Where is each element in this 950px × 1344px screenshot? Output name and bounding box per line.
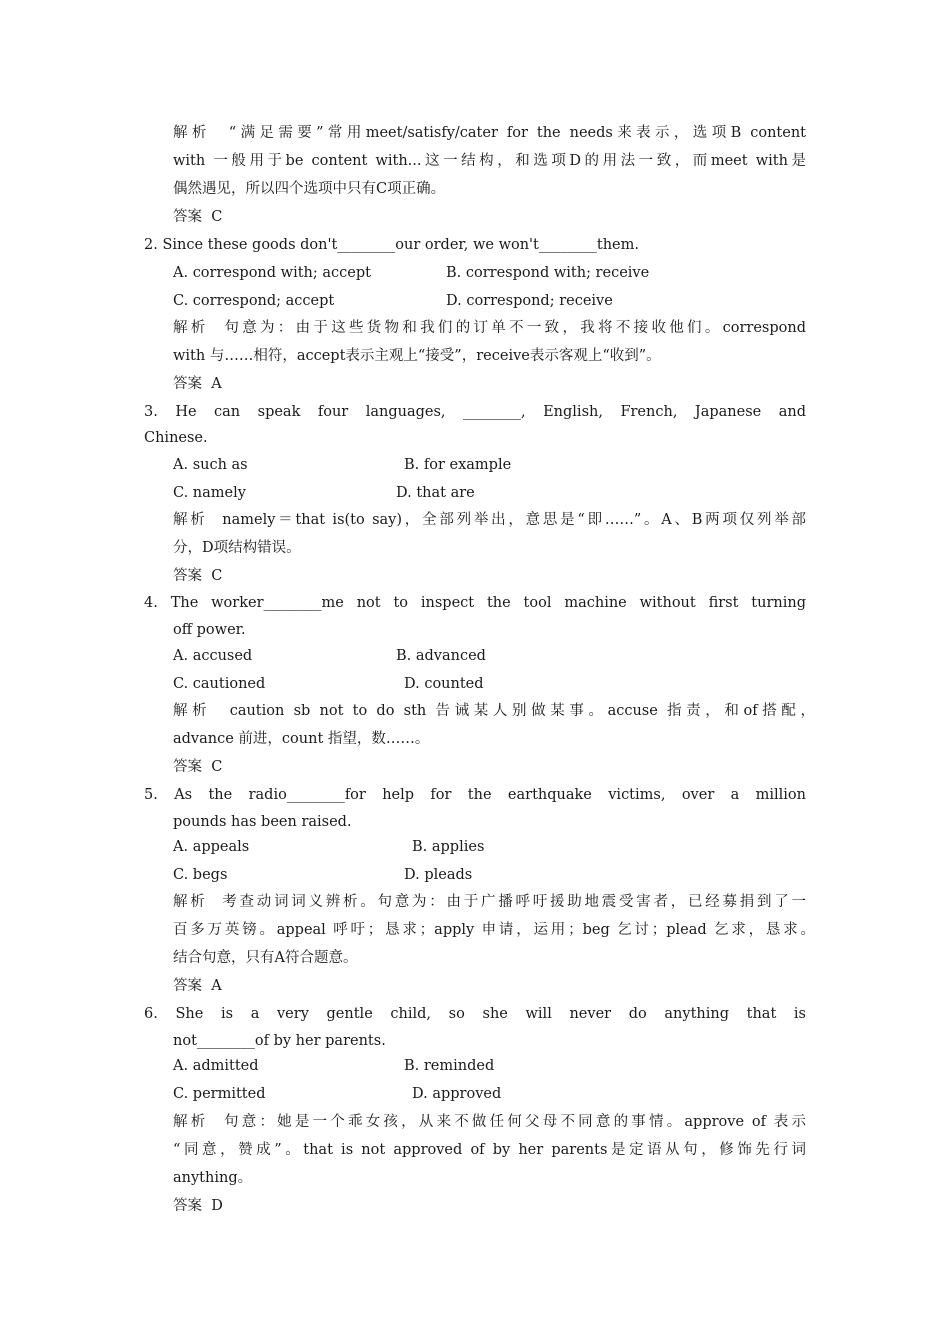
explanation-line: 解析 namely＝that is(to say)，全部列举出，意思是“即……”。A、B两项仅列举部 <box>173 512 806 528</box>
explanation-line: 百多万英镑。appeal 呼吁；恳求；apply 申请，运用；beg 乞讨；plead 乞求，恳求。 <box>173 922 815 938</box>
question-stem: 4. The worker________me not to inspect the tool machine without first turning <box>144 595 806 611</box>
explanation-line: 解析 句意：她是一个乖女孩，从来不做任何父母不同意的事情。approve of 表示 <box>173 1114 806 1130</box>
option-a: A. accused <box>173 648 253 664</box>
option-d: D. counted <box>404 676 484 692</box>
question-stem: not________of by her parents. <box>173 1033 386 1049</box>
question-stem: 2. Since these goods don't________our order, we won't________them. <box>144 237 639 253</box>
question-stem: 3. He can speak four languages, ________, English, French, Japanese and <box>144 404 806 420</box>
explanation-line: anything。 <box>173 1170 253 1186</box>
question-stem: 6. She is a very gentle child, so she will never do anything that is <box>144 1006 806 1022</box>
answer-line: 答案 C <box>173 759 223 775</box>
answer-line: 答案 D <box>173 1198 223 1214</box>
explanation-line: 偶然遇见，所以四个选项中只有C项正确。 <box>173 181 446 197</box>
explanation-line: with 与……相符，accept表示主观上“接受”，receive表示客观上“收到”。 <box>173 348 661 364</box>
option-a: A. correspond with; accept <box>173 265 371 281</box>
option-c: C. begs <box>173 867 228 883</box>
answer-line: 答案 C <box>173 209 223 225</box>
option-a: A. admitted <box>173 1058 259 1074</box>
option-b: B. applies <box>412 839 485 855</box>
explanation-line: 解析 caution sb not to do sth 告诫某人别做某事。accuse 指责，和of搭配， <box>173 703 815 719</box>
option-d: D. correspond; receive <box>446 293 613 309</box>
question-stem: Chinese. <box>144 430 208 446</box>
option-c: C. permitted <box>173 1086 266 1102</box>
option-d: D. that are <box>396 485 475 501</box>
explanation-line: 解析 “满足需要”常用meet/satisfy/cater for the needs来表示，选项B content <box>173 125 806 141</box>
explanation-line: 分，D项结构错误。 <box>173 540 301 556</box>
option-a: A. such as <box>173 457 248 473</box>
option-c: C. correspond; accept <box>173 293 335 309</box>
option-c: C. cautioned <box>173 676 266 692</box>
answer-line: 答案 A <box>173 978 222 994</box>
option-b: B. for example <box>404 457 512 473</box>
option-d: D. approved <box>412 1086 502 1102</box>
explanation-line: with 一般用于be content with...这一结构，和选项D的用法一致，而meet with是 <box>173 153 806 169</box>
option-b: B. correspond with; receive <box>446 265 650 281</box>
option-b: B. reminded <box>404 1058 495 1074</box>
answer-line: 答案 A <box>173 376 222 392</box>
explanation-line: 结合句意，只有A符合题意。 <box>173 950 358 966</box>
option-a: A. appeals <box>173 839 250 855</box>
explanation-line: advance 前进，count 指望，数……。 <box>173 731 430 747</box>
explanation-line: 解析 句意为：由于这些货物和我们的订单不一致，我将不接收他们。correspond <box>173 320 806 336</box>
explanation-line: 解析 考查动词词义辨析。句意为：由于广播呼吁援助地震受害者，已经募捐到了一 <box>173 894 806 910</box>
question-stem: pounds has been raised. <box>173 814 352 830</box>
option-b: B. advanced <box>396 648 486 664</box>
option-d: D. pleads <box>404 867 473 883</box>
question-stem: 5. As the radio________for help for the earthquake victims, over a million <box>144 787 806 803</box>
option-c: C. namely <box>173 485 246 501</box>
question-stem: off power. <box>173 622 246 638</box>
explanation-line: “同意，赞成”。that is not approved of by her parents是定语从句，修饰先行词 <box>173 1142 806 1158</box>
answer-line: 答案 C <box>173 568 223 584</box>
